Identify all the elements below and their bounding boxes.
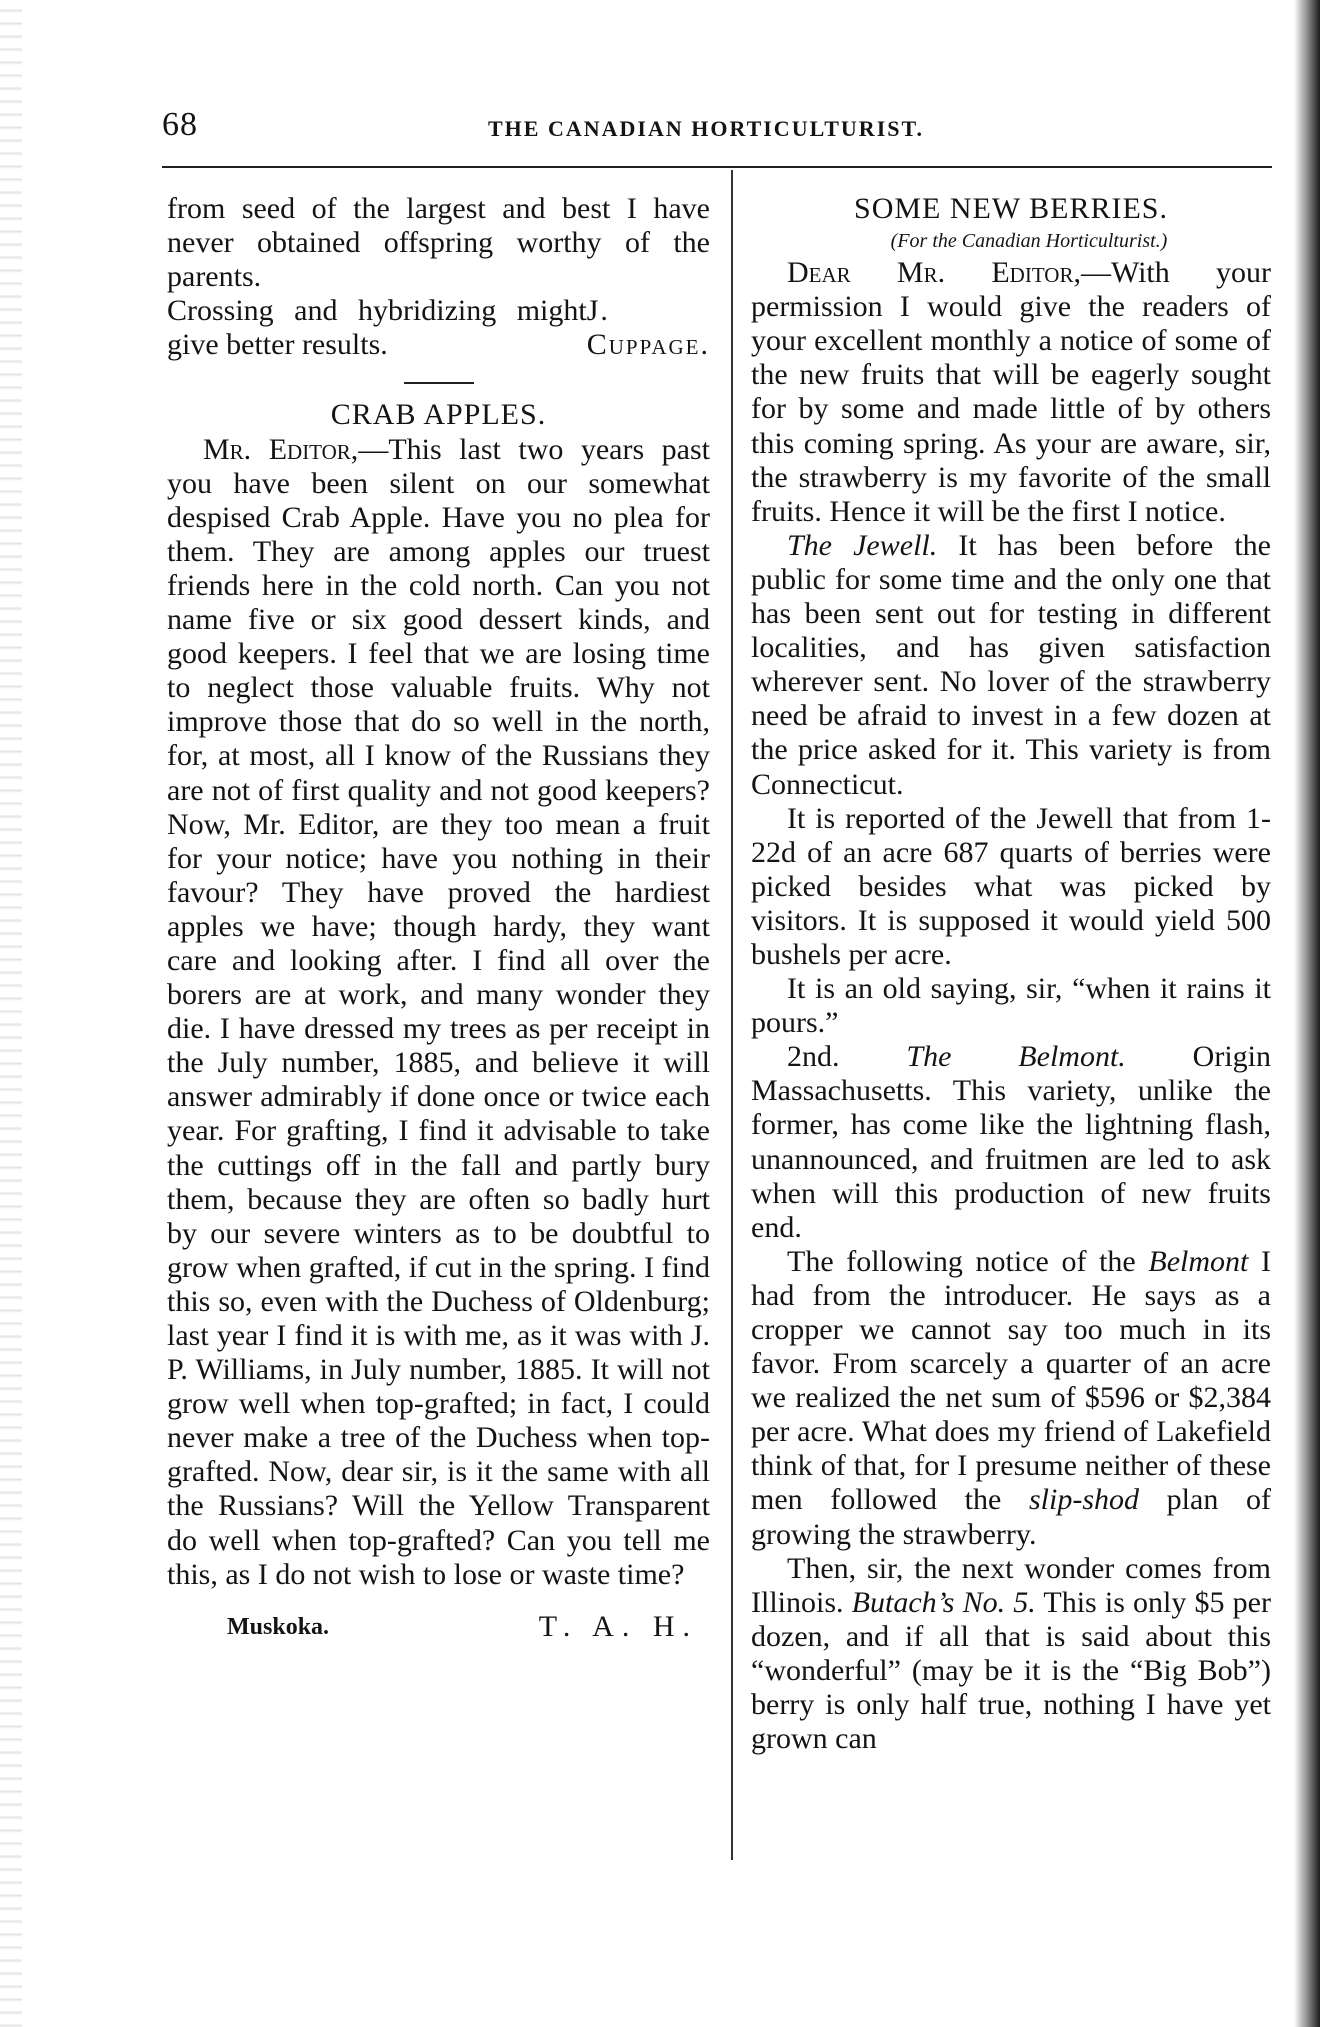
section-separator [404,382,474,384]
article-title-new-berries: SOME NEW BERRIES. [854,192,1168,225]
berries-paragraph-jewell-yield: It is reported of the Jewell that from 1-22d of an acre 687 quarts of berries were picked besides what was picked by visitors. It is supposed it would yield 500 bushels per acre. [751,801,1271,971]
berries-paragraph-butach [751,1552,1271,1757]
scan-edge-left [0,0,22,2027]
berries-paragraph-belmont-notice [751,1245,1271,1552]
article-byline: (For the Canadian Horticulturist.) [890,230,1168,253]
butach-prefix: Then, sir, the next wonder comes from Illinois. [751,1551,1271,1619]
notice-end: plan of growing the strawberry. [751,1483,1271,1551]
column-divider [731,170,733,1860]
belmont-text: Origin Massachusetts. This variety, unlike the former, has come like the lightning flash, unannounced, and fruitmen are led to ask when will this production of new fruits end. [751,1040,1272,1244]
continuation-paragraph: from seed of the largest and best I have never obtained offspring worthy of the parents. [167,192,710,294]
header-rule [162,166,1272,168]
berries-salutation: Dear Mr. Editor, [787,256,1081,290]
variety-name-jewell: The Jewell. [787,528,938,562]
notice-prefix: The following notice of the [787,1244,1149,1278]
right-column [751,192,1271,1756]
berries-paragraph-belmont [751,1040,1271,1245]
butach-text: This is only $5 per dozen, and if all that is said about this “wonderful” (may be it is the “Big Bob”) berry is only half true, nothing I have yet grown can [751,1585,1271,1756]
author-signature: J. Cuppage. [586,294,710,362]
article-title-crab-apples: CRAB APPLES. [330,398,547,432]
letter-text: —This last two years past you have been silent on our somewhat despised Crab Apple. Have you no plea for them. They are among apples our truest friends here in the cold north. Can you not name five or six good dessert kinds, and good keepers. I feel that we are losing time to neglect those valuable fruits. Why not improve those that do so well in the north, for, at most, all I know of the Russians they are not of first quality and not good keepers? Now, Mr. Editor, are they too mean a fruit for your notice; have you nothing in their favour? They have proved the hardiest apples we have; though hardy, they want care and looking after. I find all over the borers are at work, and many wonder they die. I have dressed my trees as per receipt in the July number, 1885, and believe it will answer admirably if done once or twice each year. For grafting, I find it advisable to take the cuttings off in the fall and partly bury them, because they are often so badly hurt by our severe winters as to be doubtful to grow when grafted, if cut in the spring. I find this so, even with the Duchess of Oldenburg; last year I find it is with me, as it was with J. P. Williams, in July number, 1885. It will not grow well when top-grafted; in fact, I could never make a tree of the Duchess when top-grafted. Now, dear sir, is it the same with all the Russians? Will the Yellow Transparent do well when top-grafted? Can you tell me this, as I do not wish to lose or waste time? [167,432,710,1591]
notice-slipshod: slip-shod [1028,1483,1139,1517]
letter-body [167,433,710,1592]
berries-paragraph-1 [751,256,1271,529]
notice-text: I had from the introducer. He says as a cropper we cannot say too much in its favor. From scarcely a quarter of an acre we realized the net sum of $596 or $2,384 per acre. What does my friend of Lakefield think of that, for I presume neither of these men followed the [751,1244,1271,1517]
letter-salutation: Mr. Editor, [203,432,359,466]
continuation-paragraph-2: Crossing and hybridizing might give better results. [167,294,587,362]
variety-name-butach: Butach’s No. 5. [851,1585,1036,1619]
berries-paragraph-saying: It is an old saying, sir, “when it rains it pours.” [751,972,1271,1040]
page-number: 68 [162,106,198,143]
berries-paragraph-jewell [751,529,1271,802]
jewell-text: It has been before the public for some time and the only one that has been sent out for testing in different localities, and has given satisfaction wherever sent. No lover of the strawberry need be afraid to invest in a few dozen at the price asked for it. This variety is from Connecticut. [751,528,1271,801]
running-title: THE CANADIAN HORTICULTURIST. [488,116,925,141]
letter-closing [167,1610,710,1644]
closing-initials: T. A. H. [538,1609,698,1643]
continuation-closing [167,294,710,362]
closing-place: Muskoka. [227,1613,330,1640]
belmont-prefix: 2nd. [787,1040,907,1074]
notice-belmont: Belmont [1148,1244,1249,1278]
left-column [167,192,710,1644]
variety-name-belmont: The Belmont. [906,1040,1126,1074]
scan-edge-right [1294,0,1320,2027]
berries-intro-text: —With your permission I would give the readers of your excellent monthly a notice of some of the new fruits that will be eagerly sought for by some and made little of by others this coming spring. As your are aware, sir, the strawberry is my favorite of the small fruits. Hence it will be the first I notice. [751,256,1271,528]
